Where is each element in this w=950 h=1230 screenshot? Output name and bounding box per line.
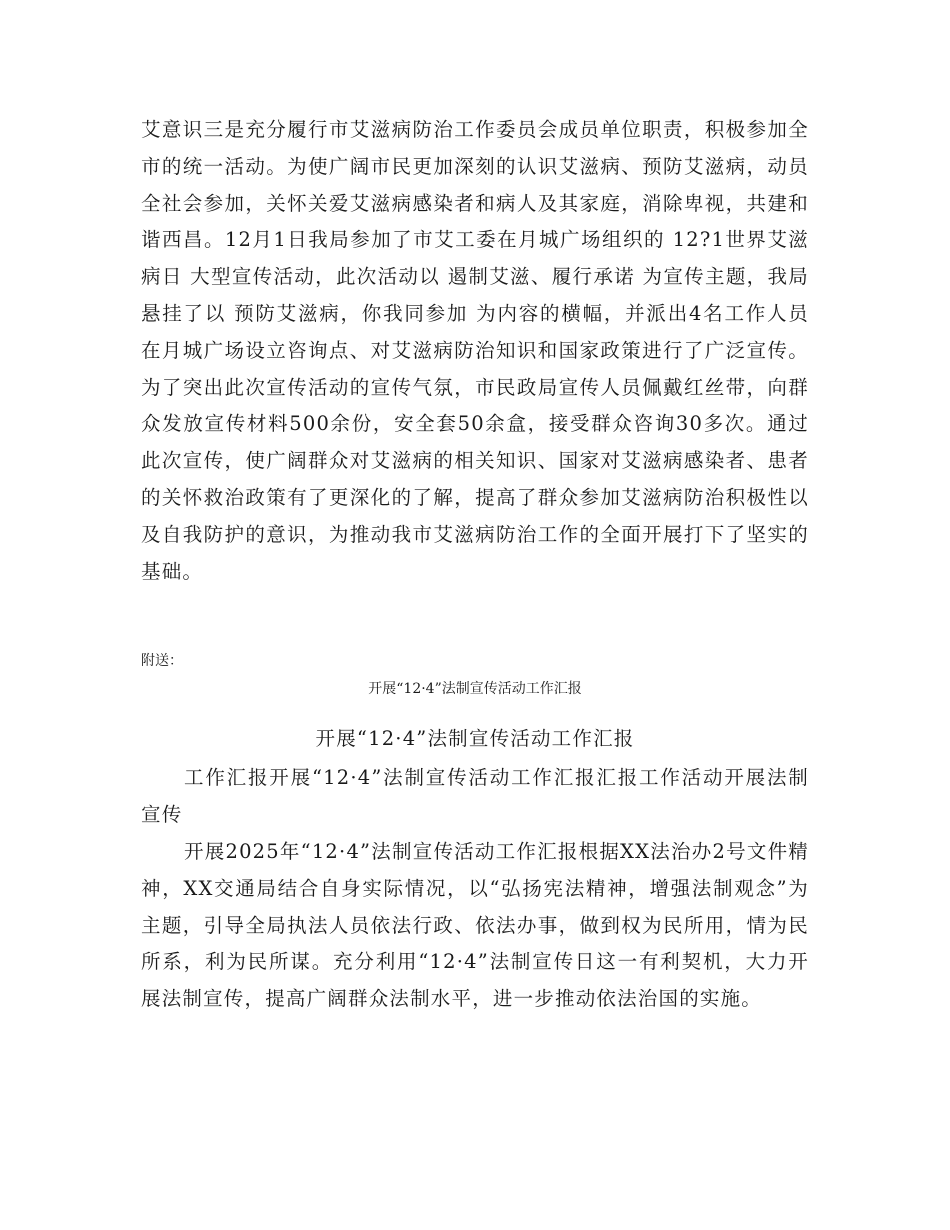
attachment-label: 附送： — [141, 653, 183, 669]
main-paragraph: 艾意识三是充分履行市艾滋病防治工作委员会成员单位职责，积极参加全市的统一活动。为使广阔市民更加深刻的认识艾滋病、预防艾滋病，动员全社会参加，关怀关爱艾滋病感染者和病人及其家庭，消除卑视，共建和谐西昌。12月1日我局参加了市艾工委在月城广场组织的 12?1世界艾滋病日 大型宣传活动，此次活动以 遏制艾滋、履行承诺 为宣传主题，我局悬挂了以 预防艾滋病，你我同参加 为内容的横幅，并派出4名工作人员在月城广场设立咨询点、对艾滋病防治知识和国家政策进行了广泛宣传。为了突出此次宣传活动的宣传气氛，市民政局宣传人员佩戴红丝带，向群众发放宣传材料500余份，安全套50余盒，接受群众咨询30多次。通过此次宣传，使广阔群众对艾滋病的相关知识、国家对艾滋病感染者、患者的关怀救治政策有了更深化的了解，提高了群众参加艾滋病防治积极性以及自我防护的意识，为推动我市艾滋病防治工作的全面开展打下了坚实的基础。 — [141, 118, 809, 583]
body-paragraph: 开展2025年“12·4”法制宣传活动工作汇报根据XX法治办2号文件精神，XX交通局结合自身实际情况，以“弘扬宪法精神，增强法制观念”为主题，引导全局执法人员依法行政、依法办事，做到权为民所用，情为民所系，利为民所谋。充分利用“12·4”法制宣传日这一有利契机，大力开展法制宣传，提高广阔群众法制水平，进一步推动依法治国的实施。 — [141, 840, 809, 1011]
keywords-paragraph: 工作汇报开展“12·4”法制宣传活动工作汇报汇报工作活动开展法制宣传 — [141, 766, 809, 826]
document-title: 开展“12·4”法制宣传活动工作汇报 — [315, 727, 635, 750]
attachment-title: 开展“12·4”法制宣传活动工作汇报 — [368, 681, 582, 697]
